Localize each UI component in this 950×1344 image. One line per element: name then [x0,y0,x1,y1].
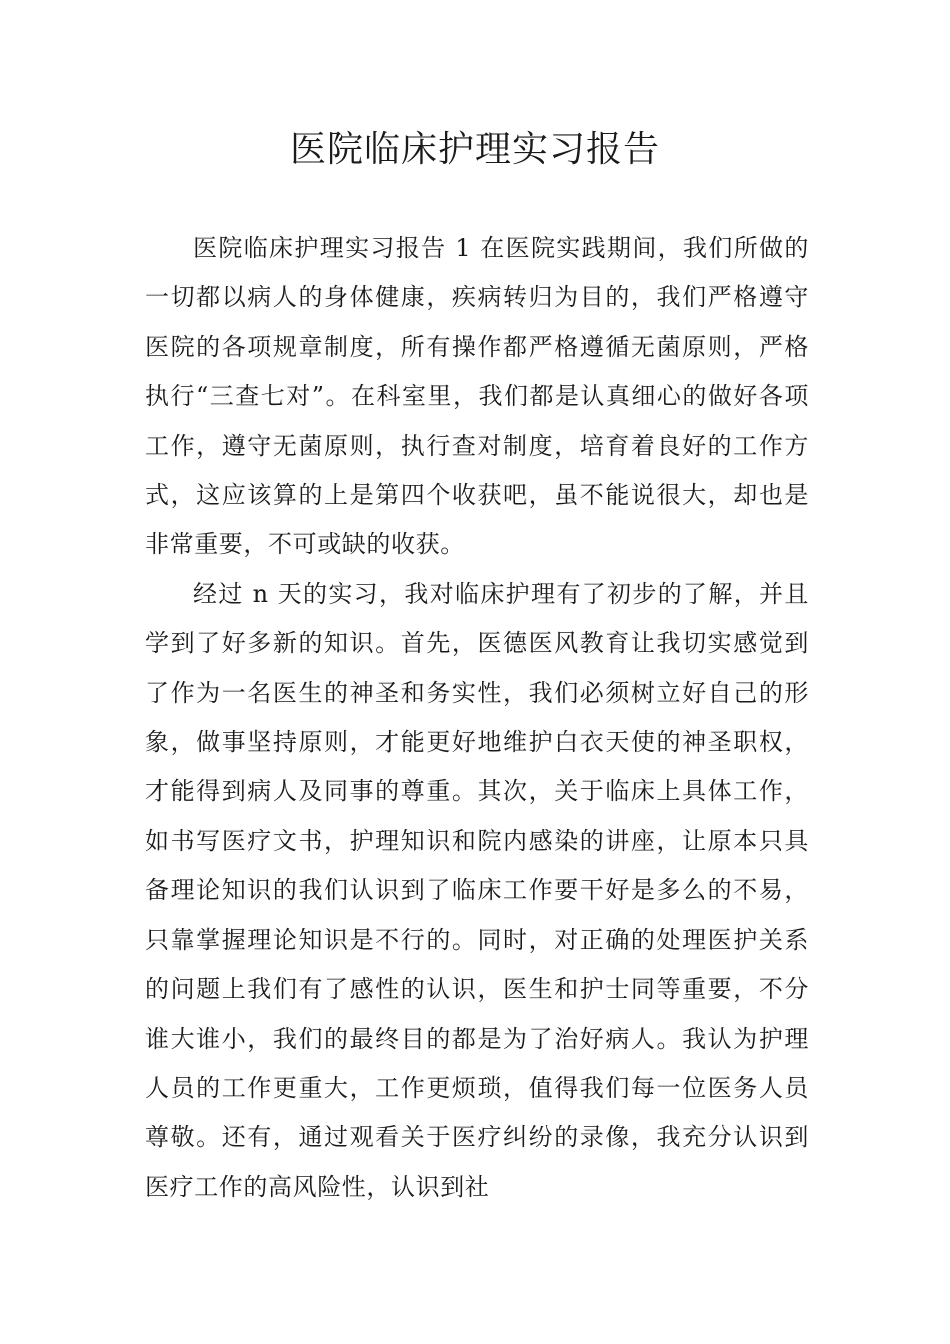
paragraph-1: 医院临床护理实习报告 1 在医院实践期间，我们所做的一切都以病人的身体健康，疾病转归为目的，我们严格遵守医院的各项规章制度，所有操作都严格遵循无菌原则，严格执行“三查七对”。在科室里，我们都是认真细心的做好各项工作，遵守无菌原则，执行查对制度，培育着良好的工作方式，这应该算的上是第四个收获吧，虽不能说很大，却也是非常重要，不可或缺的收获。 [145,234,809,559]
paragraph-2: 经过 n 天的实习，我对临床护理有了初步的了解，并且学到了好多新的知识。首先，医德医风教育让我切实感觉到了作为一名医生的神圣和务实性，我们必须树立好自己的形象，做事坚持原则，才能更好地维护白衣天使的神圣职权，才能得到病人及同事的尊重。其次，关于临床上具体工作，如书写医疗文书，护理知识和院内感染的讲座，让原本只具备理论知识的我们认识到了临床工作要干好是多么的不易，只靠掌握理论知识是不行的。同时，对正确的处理医护关系的问题上我们有了感性的认识，医生和护士同等重要，不分谁大谁小，我们的最终目的都是为了治好病人。我认为护理人员的工作更重大，工作更烦琐，值得我们每一位医务人员尊敬。还有，通过观看关于医疗纠纷的录像，我充分认识到医疗工作的高风险性，认识到社 [145,579,809,1201]
document-title: 医院临床护理实习报告 [289,129,660,170]
document-body [145,224,809,1212]
